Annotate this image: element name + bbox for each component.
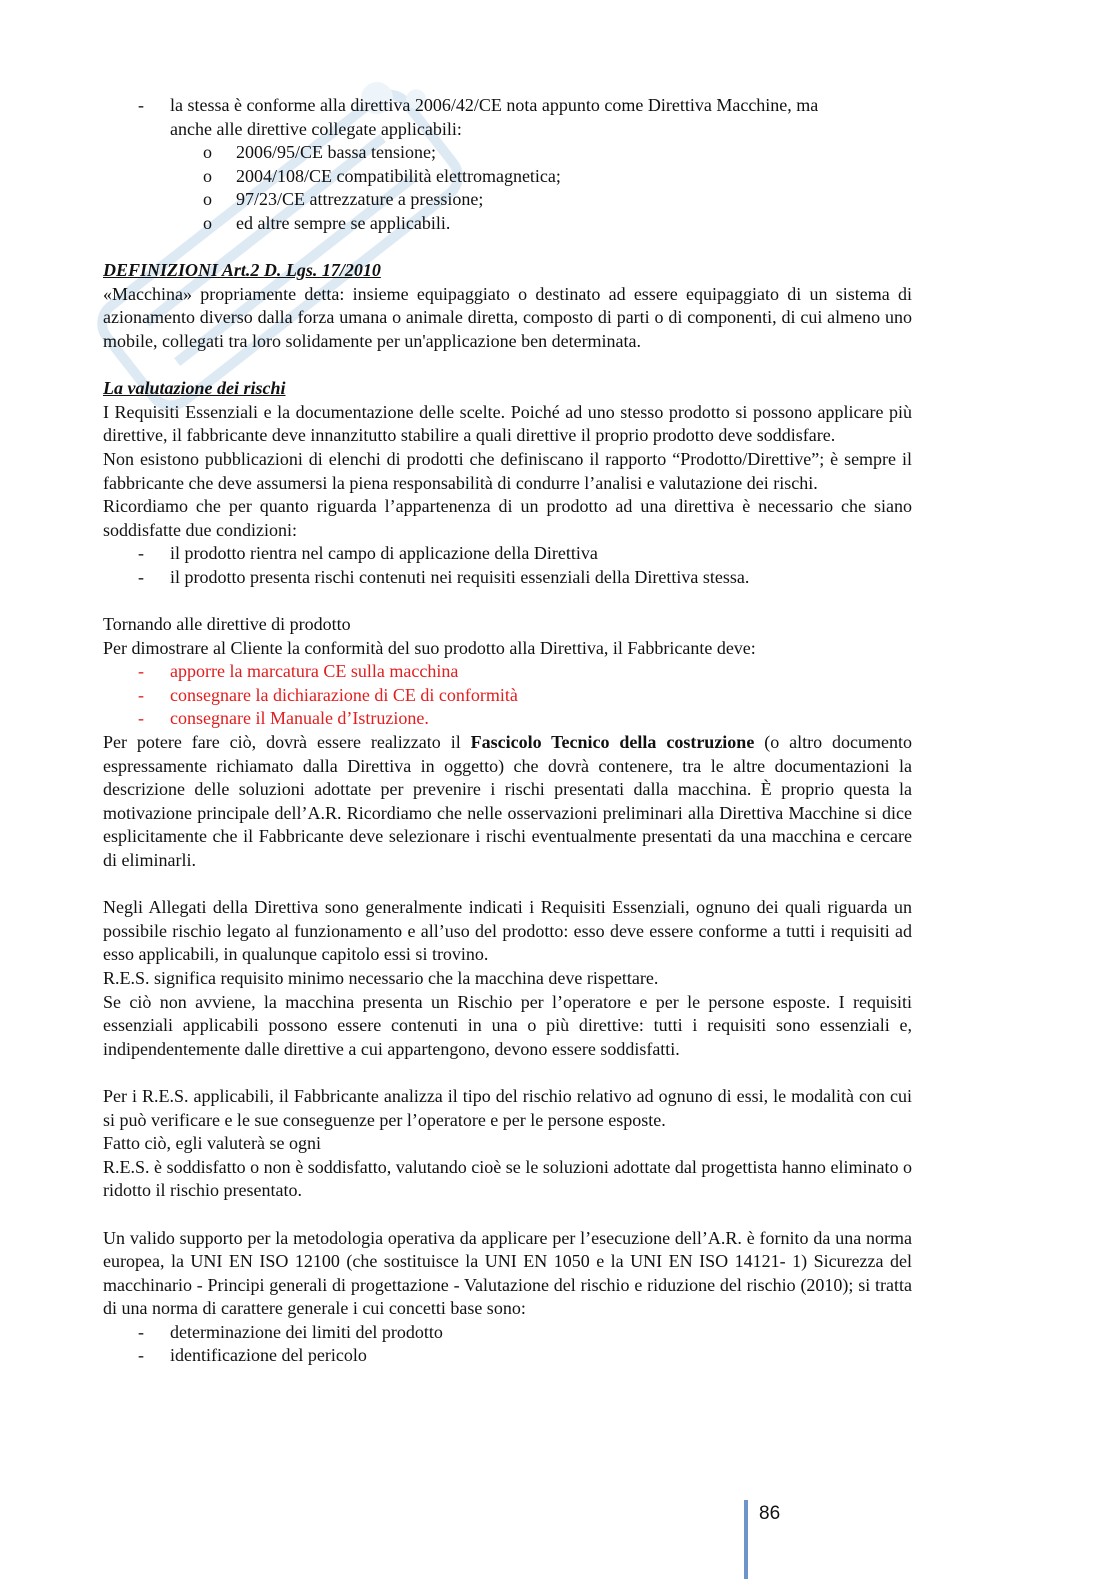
list-item: - determinazione dei limiti del prodotto (138, 1321, 443, 1342)
list-item-highlight: - consegnare la dichiarazione di CE di conformità (138, 684, 518, 705)
section-heading-definizioni: DEFINIZIONI Art.2 D. Lgs. 17/2010 (103, 260, 381, 281)
list-item-highlight: - apporre la marcatura CE sulla macchina (138, 661, 459, 682)
paragraph: Fatto ciò, egli valuterà se ogni (103, 1133, 321, 1154)
paragraph: Per i R.E.S. applicabili, il Fabbricante analizza il tipo del rischio relativo ad ognuno di essi, le modalità con cui si può verificare e le sue conseguenze per l’operatore e per le persone esposte. (103, 1085, 912, 1130)
page-number: 86 (759, 1503, 781, 1524)
document-page (103, 94, 912, 1368)
paragraph: R.E.S. significa requisito minimo necessario che la macchina deve rispettare. (103, 967, 659, 988)
list-item-highlight: - consegnare il Manuale d’Istruzione. (138, 708, 429, 729)
paragraph-fascicolo: Per potere fare ciò, dovrà essere realizzato il Fascicolo Tecnico della costruzione (o altro documento espressamente richiamato dalla Direttiva in oggetto) che dovrà contenere, tra le altre documentazioni la descrizione delle soluzioni adottate per prevenire i rischi presentati dalla macchina. È proprio questa la motivazione principale dell’A.R. Ricordiamo che nelle osservazioni preliminari alla Direttiva Macchine si dice esplicitamente che il Fabbricante deve selezionare i rischi eventualmente presentati da una macchina e cercare di eliminarli. (103, 732, 913, 870)
paragraph: I Requisiti Essenziali e la documentazione delle scelte. Poiché ad uno stesso prodotto si possono applicare più direttive, il fabbricante deve innanzitutto stabilire a quali direttive il proprio prodotto deve soddisfare. (103, 401, 912, 446)
paragraph: Negli Allegati della Direttiva sono generalmente indicati i Requisiti Essenziali, ognuno dei quali riguarda un possibile rischio legato al funzionamento e all’uso del prodotto: esso deve essere conforme a tutti i requisiti ad esso applicabili, in qualunque capitolo essi si trovino. (103, 897, 912, 965)
sub-list-item: o 2004/108/CE compatibilità elettromagnetica; (203, 165, 561, 186)
sub-list-item: o 97/23/CE attrezzature a pressione; (203, 189, 484, 210)
sub-list-item: o 2006/95/CE bassa tensione; (203, 142, 436, 163)
page-number-bar (744, 1500, 748, 1579)
paragraph: R.E.S. è soddisfatto o non è soddisfatto, valutando cioè se le soluzioni adottate dal progettista hanno eliminato o ridotto il rischio presentato. (103, 1156, 912, 1201)
paragraph: Per dimostrare al Cliente la conformità del suo prodotto alla Direttiva, il Fabbricante deve: (103, 637, 756, 658)
list-item: - la stessa è conforme alla direttiva 2006/42/CE nota appunto come Direttiva Macchine, ma anche alle direttive collegate applicabili: (138, 95, 819, 139)
paragraph: Non esistono pubblicazioni di elenchi di prodotti che definiscano il rapporto “Prodotto/Direttive”; è sempre il fabbricante che deve assumersi la piena responsabilità di condurre l’analisi e valutazione dei rischi. (103, 448, 912, 493)
paragraph: Ricordiamo che per quanto riguarda l’appartenenza di un prodotto ad una direttiva è necessario che siano soddisfatte due condizioni: (103, 496, 912, 540)
section-heading-valutazione: La valutazione dei rischi (103, 378, 286, 399)
bold-term: Fascicolo Tecnico della costruzione (470, 732, 755, 753)
list-item: - identificazione del pericolo (138, 1345, 367, 1366)
list-item: - il prodotto presenta rischi contenuti nei requisiti essenziali della Direttiva stessa. (138, 566, 750, 587)
list-item: - il prodotto rientra nel campo di applicazione della Direttiva (138, 543, 598, 564)
paragraph: Se ciò non avviene, la macchina presenta un Rischio per l’operatore e per le persone esposte. I requisiti essenziali applicabili possono essere contenuti in una o più direttive: tutti i requisiti sono essenziali e, indipendentemente dalle direttive a cui appartengono, devono essere soddisfatti. (103, 991, 912, 1059)
paragraph: Un valido supporto per la metodologia operativa da applicare per l’esecuzione dell’A.R. è fornito da una norma europea, la UNI EN ISO 12100 (che sostituisce la UNI EN 1050 e la UNI EN ISO 14121- 1) Sicurezza del macchinario - Principi generali di progettazione - Valutazione del rischio e riduzione del rischio (2010); si tratta di una norma di carattere generale i cui concetti base sono: (103, 1227, 912, 1319)
sub-list-item: o ed altre sempre se applicabili. (203, 212, 451, 233)
paragraph: «Macchina» propriamente detta: insieme equipaggiato o destinato ad essere equipaggiato di un sistema di azionamento diverso dalla forza umana o animale diretta, composto di parti o di componenti, di cui almeno uno mobile, collegati tra loro solidamente per un'applicazione ben determinata. (103, 283, 912, 351)
paragraph: Tornando alle direttive di prodotto (103, 614, 351, 635)
